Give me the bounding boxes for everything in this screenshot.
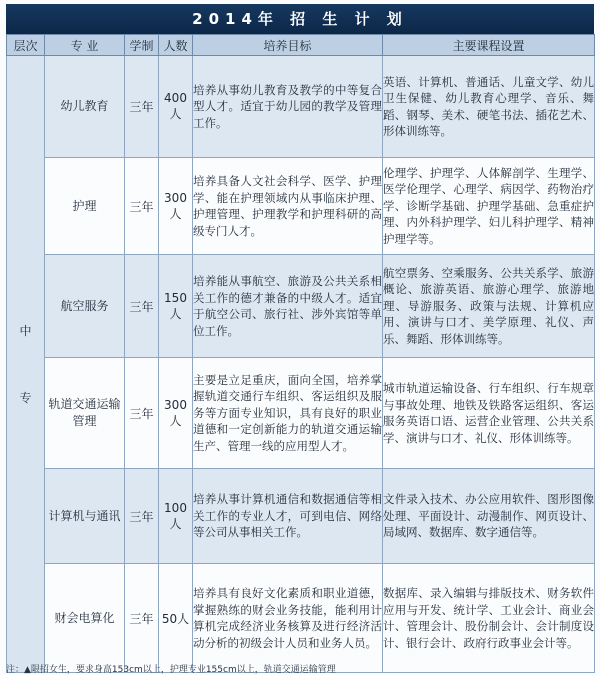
- major-cell: 计算机与通讯: [45, 469, 125, 564]
- table-row: [7, 358, 595, 469]
- duration-cell: 三年: [125, 255, 159, 358]
- goal-cell: 培养能从事航空、旅游及公共关系相关工作的德才兼备的中级人才。适宜于航空公司、旅行社、涉外宾馆等单位工作。: [193, 255, 383, 358]
- level-cell: [7, 56, 45, 673]
- table-row: [7, 564, 595, 673]
- courses-cell: 伦理学、护理学、人体解剖学、生理学、医学伦理学、心理学、病因学、药物治疗学、诊断学基础、护理学基础、急重症护理、内外科护理学、妇儿科护理学、精神护理学等。: [383, 158, 595, 255]
- courses-cell: 航空票务、空乘服务、公共关系学、旅游概论、旅游英语、旅游心理学、旅游地理、导游服务、政策与法规、计算机应用、演讲与口才、美学原理、礼仪、声乐、舞蹈、形体训练等。: [383, 255, 595, 358]
- table-row: [7, 56, 595, 158]
- table-row: [7, 469, 595, 564]
- duration-cell: 三年: [125, 564, 159, 673]
- count-cell: 50人: [159, 564, 193, 673]
- major-cell: 幼儿教育: [45, 56, 125, 158]
- major-cell: 护理: [45, 158, 125, 255]
- goal-cell: 主要是立足重庆，面向全国，培养掌握轨道交通行车组织、客运组织及服务等方面专业知识，具有良好的职业道德和一定创新能力的轨道交通运输生产、管理一线的应用型人才。: [193, 358, 383, 469]
- header-duration: 学制: [125, 35, 159, 56]
- goal-cell: 培养从事幼儿教育及教学的中等复合型人才。适宜于幼儿园的教学及管理工作。: [193, 56, 383, 158]
- duration-cell: 三年: [125, 56, 159, 158]
- courses-cell: 英语、计算机、普通话、儿童文学、幼儿卫生保健、幼儿教育心理学、音乐、舞蹈、钢琴、美术、硬笔书法、插花艺术、形体训练等。: [383, 56, 595, 158]
- header-major: 专 业: [45, 35, 125, 56]
- major-cell: 财会电算化: [45, 564, 125, 673]
- courses-cell: 城市轨道运输设备、行车组织、行车规章与事故处理、地铁及铁路客运组织、客运服务英语口语、运营企业管理、公共关系学、演讲与口才、礼仪、形体训练等。: [383, 358, 595, 469]
- table-header-row: [7, 35, 595, 56]
- goal-cell: 培养具有良好文化素质和职业道德，掌握熟练的财会业务技能，能利用计算机完成经济业务核算及进行经济活动分析的初级会计人员和业务人员。: [193, 564, 383, 673]
- enrollment-plan-table: [6, 34, 595, 673]
- header-courses: 主要课程设置: [383, 35, 595, 56]
- plan-page: [6, 4, 594, 673]
- courses-cell: 数据库、录入编辑与排版技术、财务软件应用与开发、统计学、工业会计、商业会计、管理会计、股份制会计、会计制度设计、银行会计、政府行政事业会计等。: [383, 564, 595, 673]
- level-label-top: 中: [19, 324, 32, 338]
- footnote: 注：▲限招女生，要求身高153cm以上，护理专业155cm以上，轨道交通运输管理: [6, 665, 336, 675]
- major-cell: 航空服务: [45, 255, 125, 358]
- goal-cell: 培养具备人文社会科学、医学、护理学、能在护理领域内从事临床护理、护理管理、护理教学和护理科研的高级专门人才。: [193, 158, 383, 255]
- level-label-bottom: 专: [19, 391, 32, 405]
- major-cell: 轨道交通运输管理: [45, 358, 125, 469]
- count-cell: 400人: [159, 56, 193, 158]
- count-cell: 300人: [159, 358, 193, 469]
- table-row: [7, 255, 595, 358]
- duration-cell: 三年: [125, 358, 159, 469]
- courses-cell: 文件录入技术、办公应用软件、图形图像处理、平面设计、动漫制作、网页设计、局域网、数据库、数字通信等。: [383, 469, 595, 564]
- header-goal: 培养目标: [193, 35, 383, 56]
- header-level: 层次: [7, 35, 45, 56]
- table-row: [7, 158, 595, 255]
- header-count: 人数: [159, 35, 193, 56]
- duration-cell: 三年: [125, 158, 159, 255]
- goal-cell: 培养从事计算机通信和数据通信等相关工作的专业人才，可到电信、网络等公司从事相关工作。: [193, 469, 383, 564]
- count-cell: 300人: [159, 158, 193, 255]
- count-cell: 150人: [159, 255, 193, 358]
- count-cell: 100人: [159, 469, 193, 564]
- duration-cell: 三年: [125, 469, 159, 564]
- page-title: 2014年 招 生 计 划: [6, 4, 594, 34]
